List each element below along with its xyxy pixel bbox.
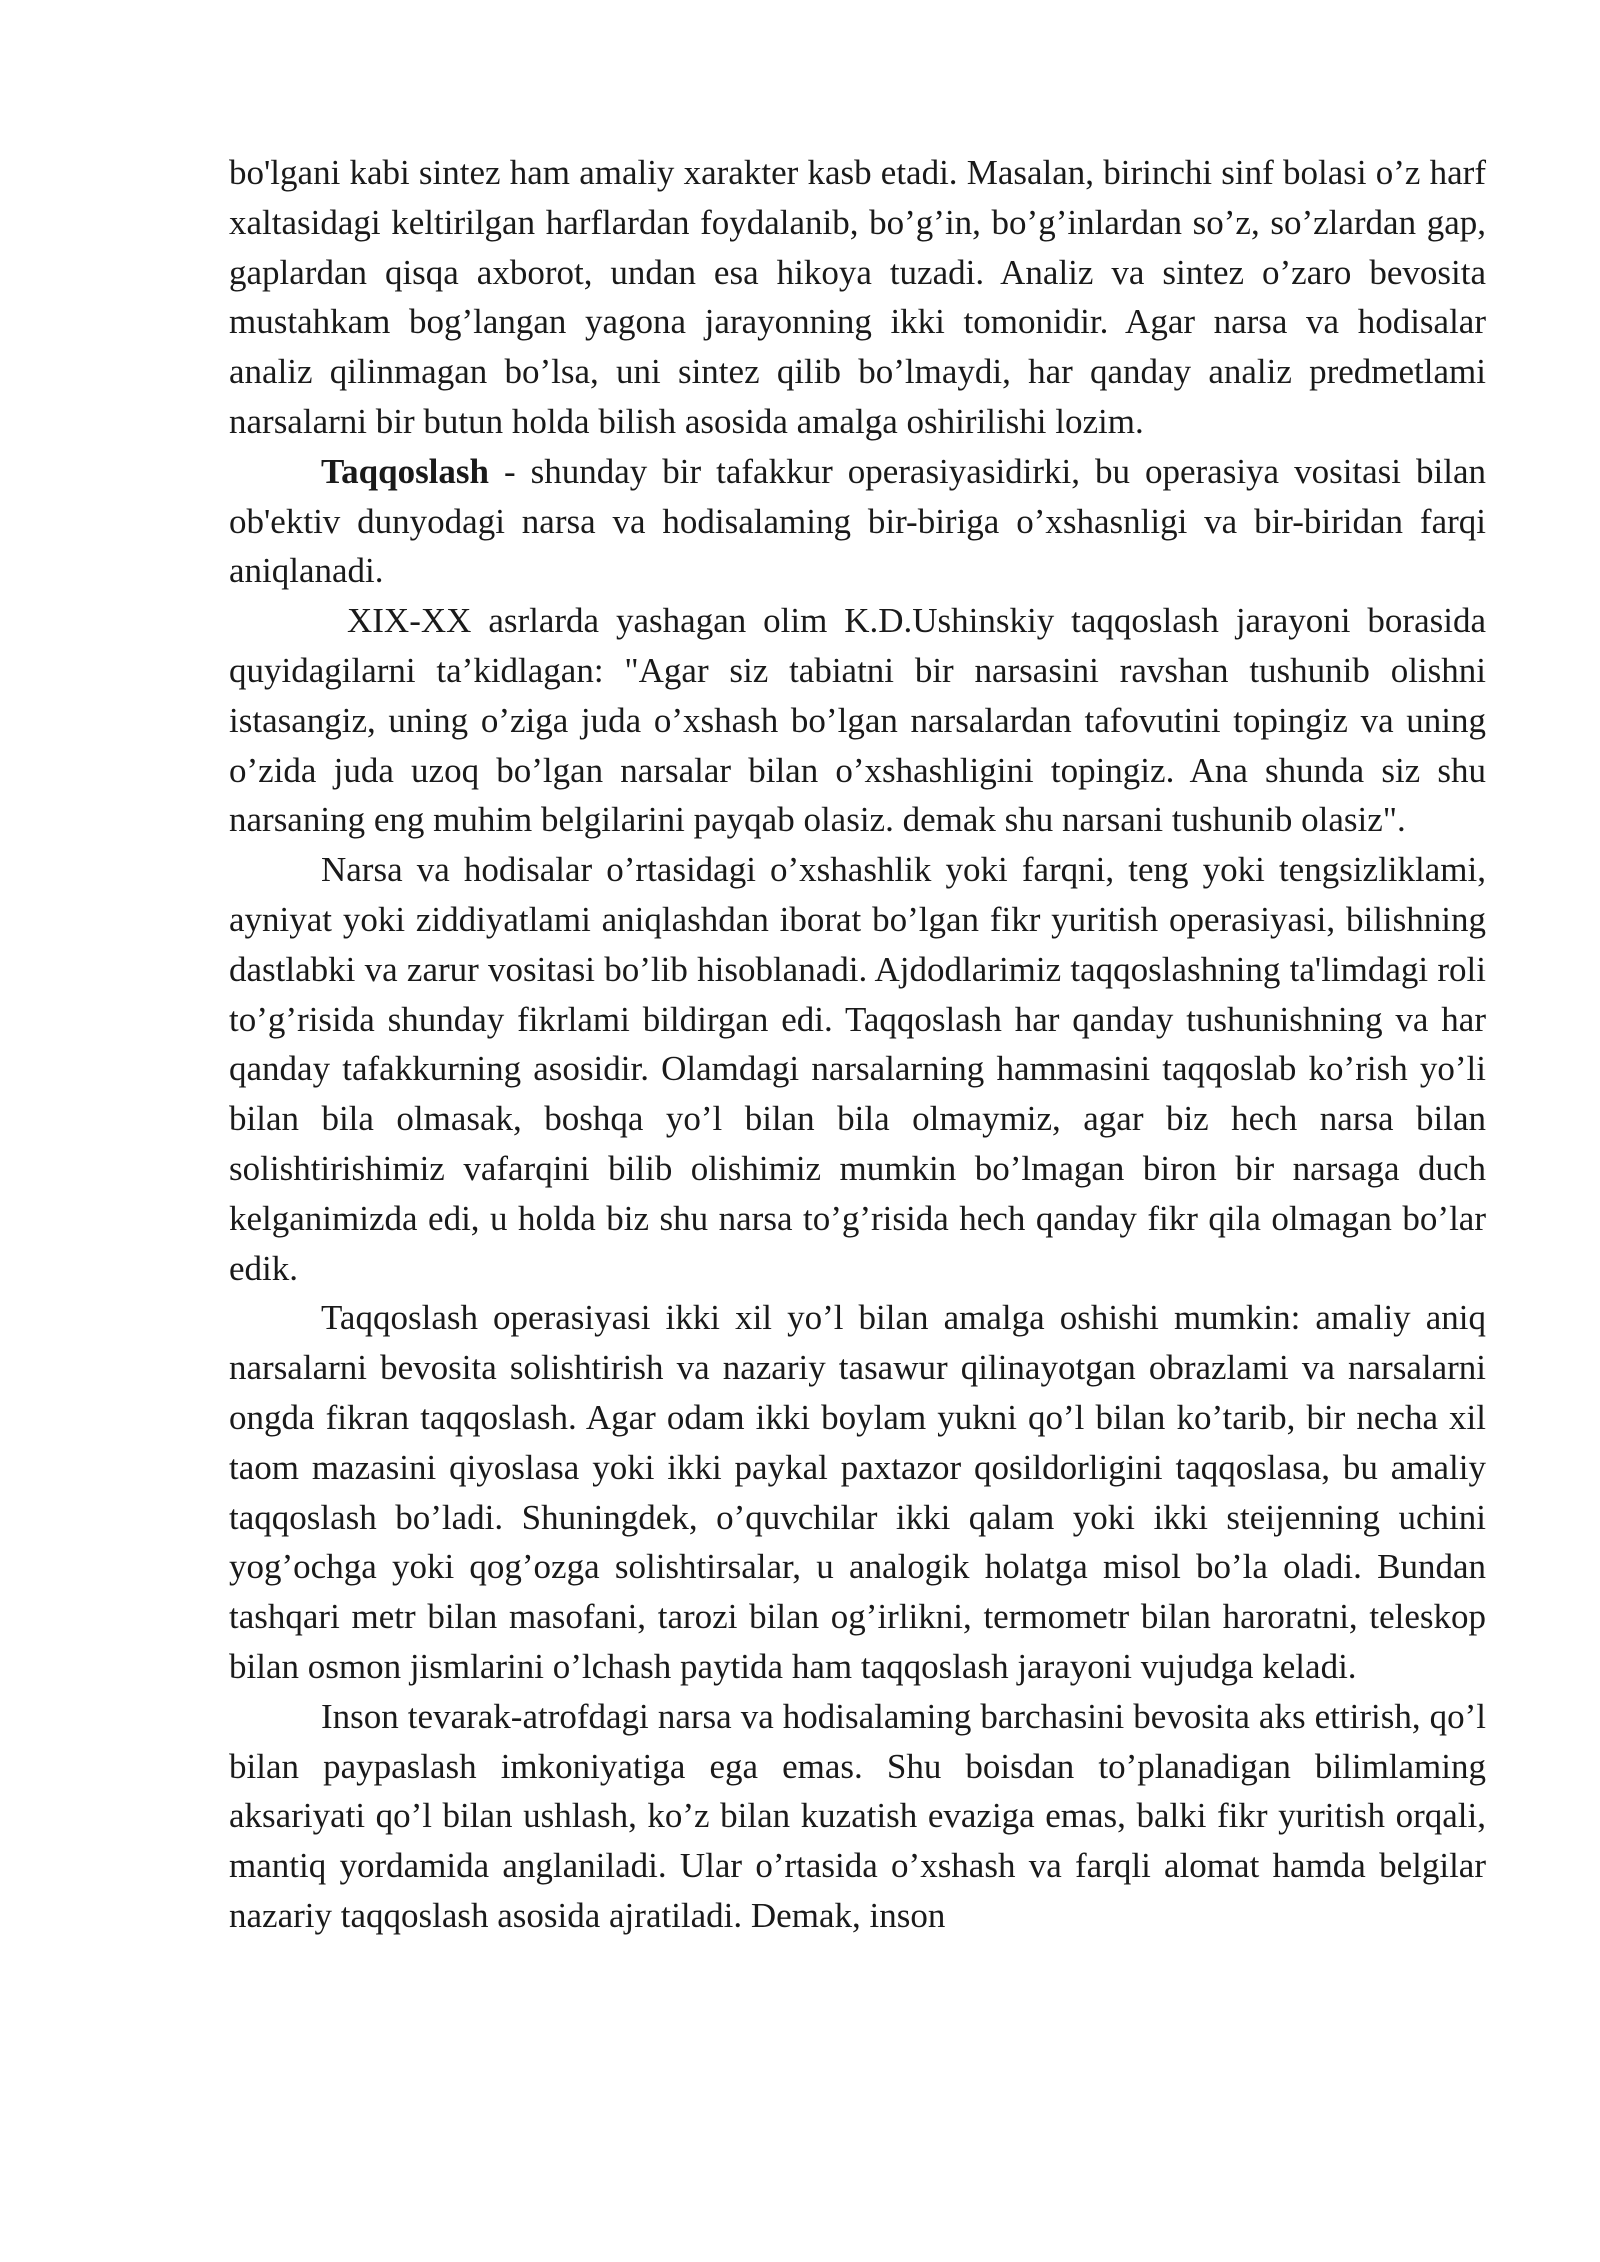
paragraph-comparison-definition [229,447,1486,596]
term-taqqoslash: Taqqoslash [321,451,489,491]
paragraph-comparison-operation: Narsa va hodisalar o’rtasidagi o’xshashlik yoki farqni, teng yoki tengsizliklami, ayniyat yoki ziddiyatlami aniqlashdan iborat bo’lgan fikr yuritish operasiyasi, bilishning dastlabki va zarur vositasi bo’lib hisoblanadi. Ajdodlarimiz taqqoslashning ta'limdagi roli to’g’risida shunday fikrlami bildirgan edi. Taqqoslash har qanday tushunishning va har qanday tafakkurning asosidir. Olamdagi narsalarning hammasini taqqoslab ko’rish yo’li bilan bila olmasak, boshqa yo’l bilan bila olmaymiz, agar biz hech narsa bilan solishtirishimiz vafarqini bilib olishimiz mumkin bo’lmagan biron bir narsaga duch kelganimizda edi, u holda biz shu narsa to’g’risida hech qanday fikr qila olmagan bo’lar edik. [229,850,1486,1288]
paragraph-ushinskiy-quote: XIX-XX asrlarda yashagan olim K.D.Ushinskiy taqqoslash jarayoni borasida quyidagilarni ta’kidlagan: "Agar siz tabiatni bir narsasini ravshan tushunib olishni istasangiz, uning o’ziga juda o’xshash bo’lgan narsalardan tafovutini topingiz va uning o’zida juda uzoq bo’lgan narsalar bilan o’xshashligini topingiz. Ana shunda siz shu narsaning eng muhim belgilarini payqab olasiz. demak shu narsani tushunib olasiz". [229,601,1486,840]
paragraph-theoretical-comparison: Inson tevarak-atrofdagi narsa va hodisalaming barchasini bevosita aks ettirish, qo’l bilan paypaslash imkoniyatiga ega emas. Shu boisdan to’planadigan bilimlaming aksariyati qo’l bilan ushlash, ko’z bilan kuzatish evaziga emas, balki fikr yuritish orqali, mantiq yordamida anglaniladi. Ular o’rtasida o’xshash va farqli alomat hamda belgilar nazariy taqqoslash asosida ajratiladi. Demak, inson [229,1696,1486,1935]
definition-text: - shunday bir tafakkur operasiyasidirki, bu operasiya vositasi bilan ob'ektiv dunyodagi narsa va hodisalaming bir-biriga o’xshasnligi va bir-biridan farqi aniqlanadi. [229,451,1486,591]
paragraph-comparison-types: Taqqoslash operasiyasi ikki xil yo’l bilan amalga oshishi mumkin: amaliy aniq narsalarni bevosita solishtirish va nazariy tasawur qilinayotgan obrazlami va narsalarni ongda fikran taqqoslash. Agar odam ikki boylam yukni qo’l bilan ko’tarib, bir necha xil taom mazasini qiyoslasa yoki ikki paykal paxtazor qosildorligini taqqoslasa, bu amaliy taqqoslash bo’ladi. Shuningdek, o’quvchilar ikki qalam yoki ikki steijenning uchini yog’ochga yoki qog’ozga solishtirsalar, u analogik holatga misol bo’la oladi. Bundan tashqari metr bilan masofani, tarozi bilan og’irlikni, termometr bilan haroratni, teleskop bilan osmon jismlarini o’lchash paytida ham taqqoslash jarayoni vujudga keladi. [229,1298,1486,1686]
paragraph-synthesis: bo'lgani kabi sintez ham amaliy xarakter kasb etadi. Masalan, birinchi sinf bolasi o’z harf xaltasidagi keltirilgan harflardan foydalanib, bo’g’in, bo’g’inlardan so’z, so’zlardan gap, gaplardan qisqa axborot, undan esa hikoya tuzadi. Analiz va sintez o’zaro bevosita mustahkam bog’langan yagona jarayonning ikki tomonidir. Agar narsa va hodisalar analiz qilinmagan bo’lsa, uni sintez qilib bo’lmaydi, har qanday analiz predmetlami narsalarni bir butun holda bilish asosida amalga oshirilishi lozim. [229,153,1486,441]
document-page [229,148,1486,1941]
